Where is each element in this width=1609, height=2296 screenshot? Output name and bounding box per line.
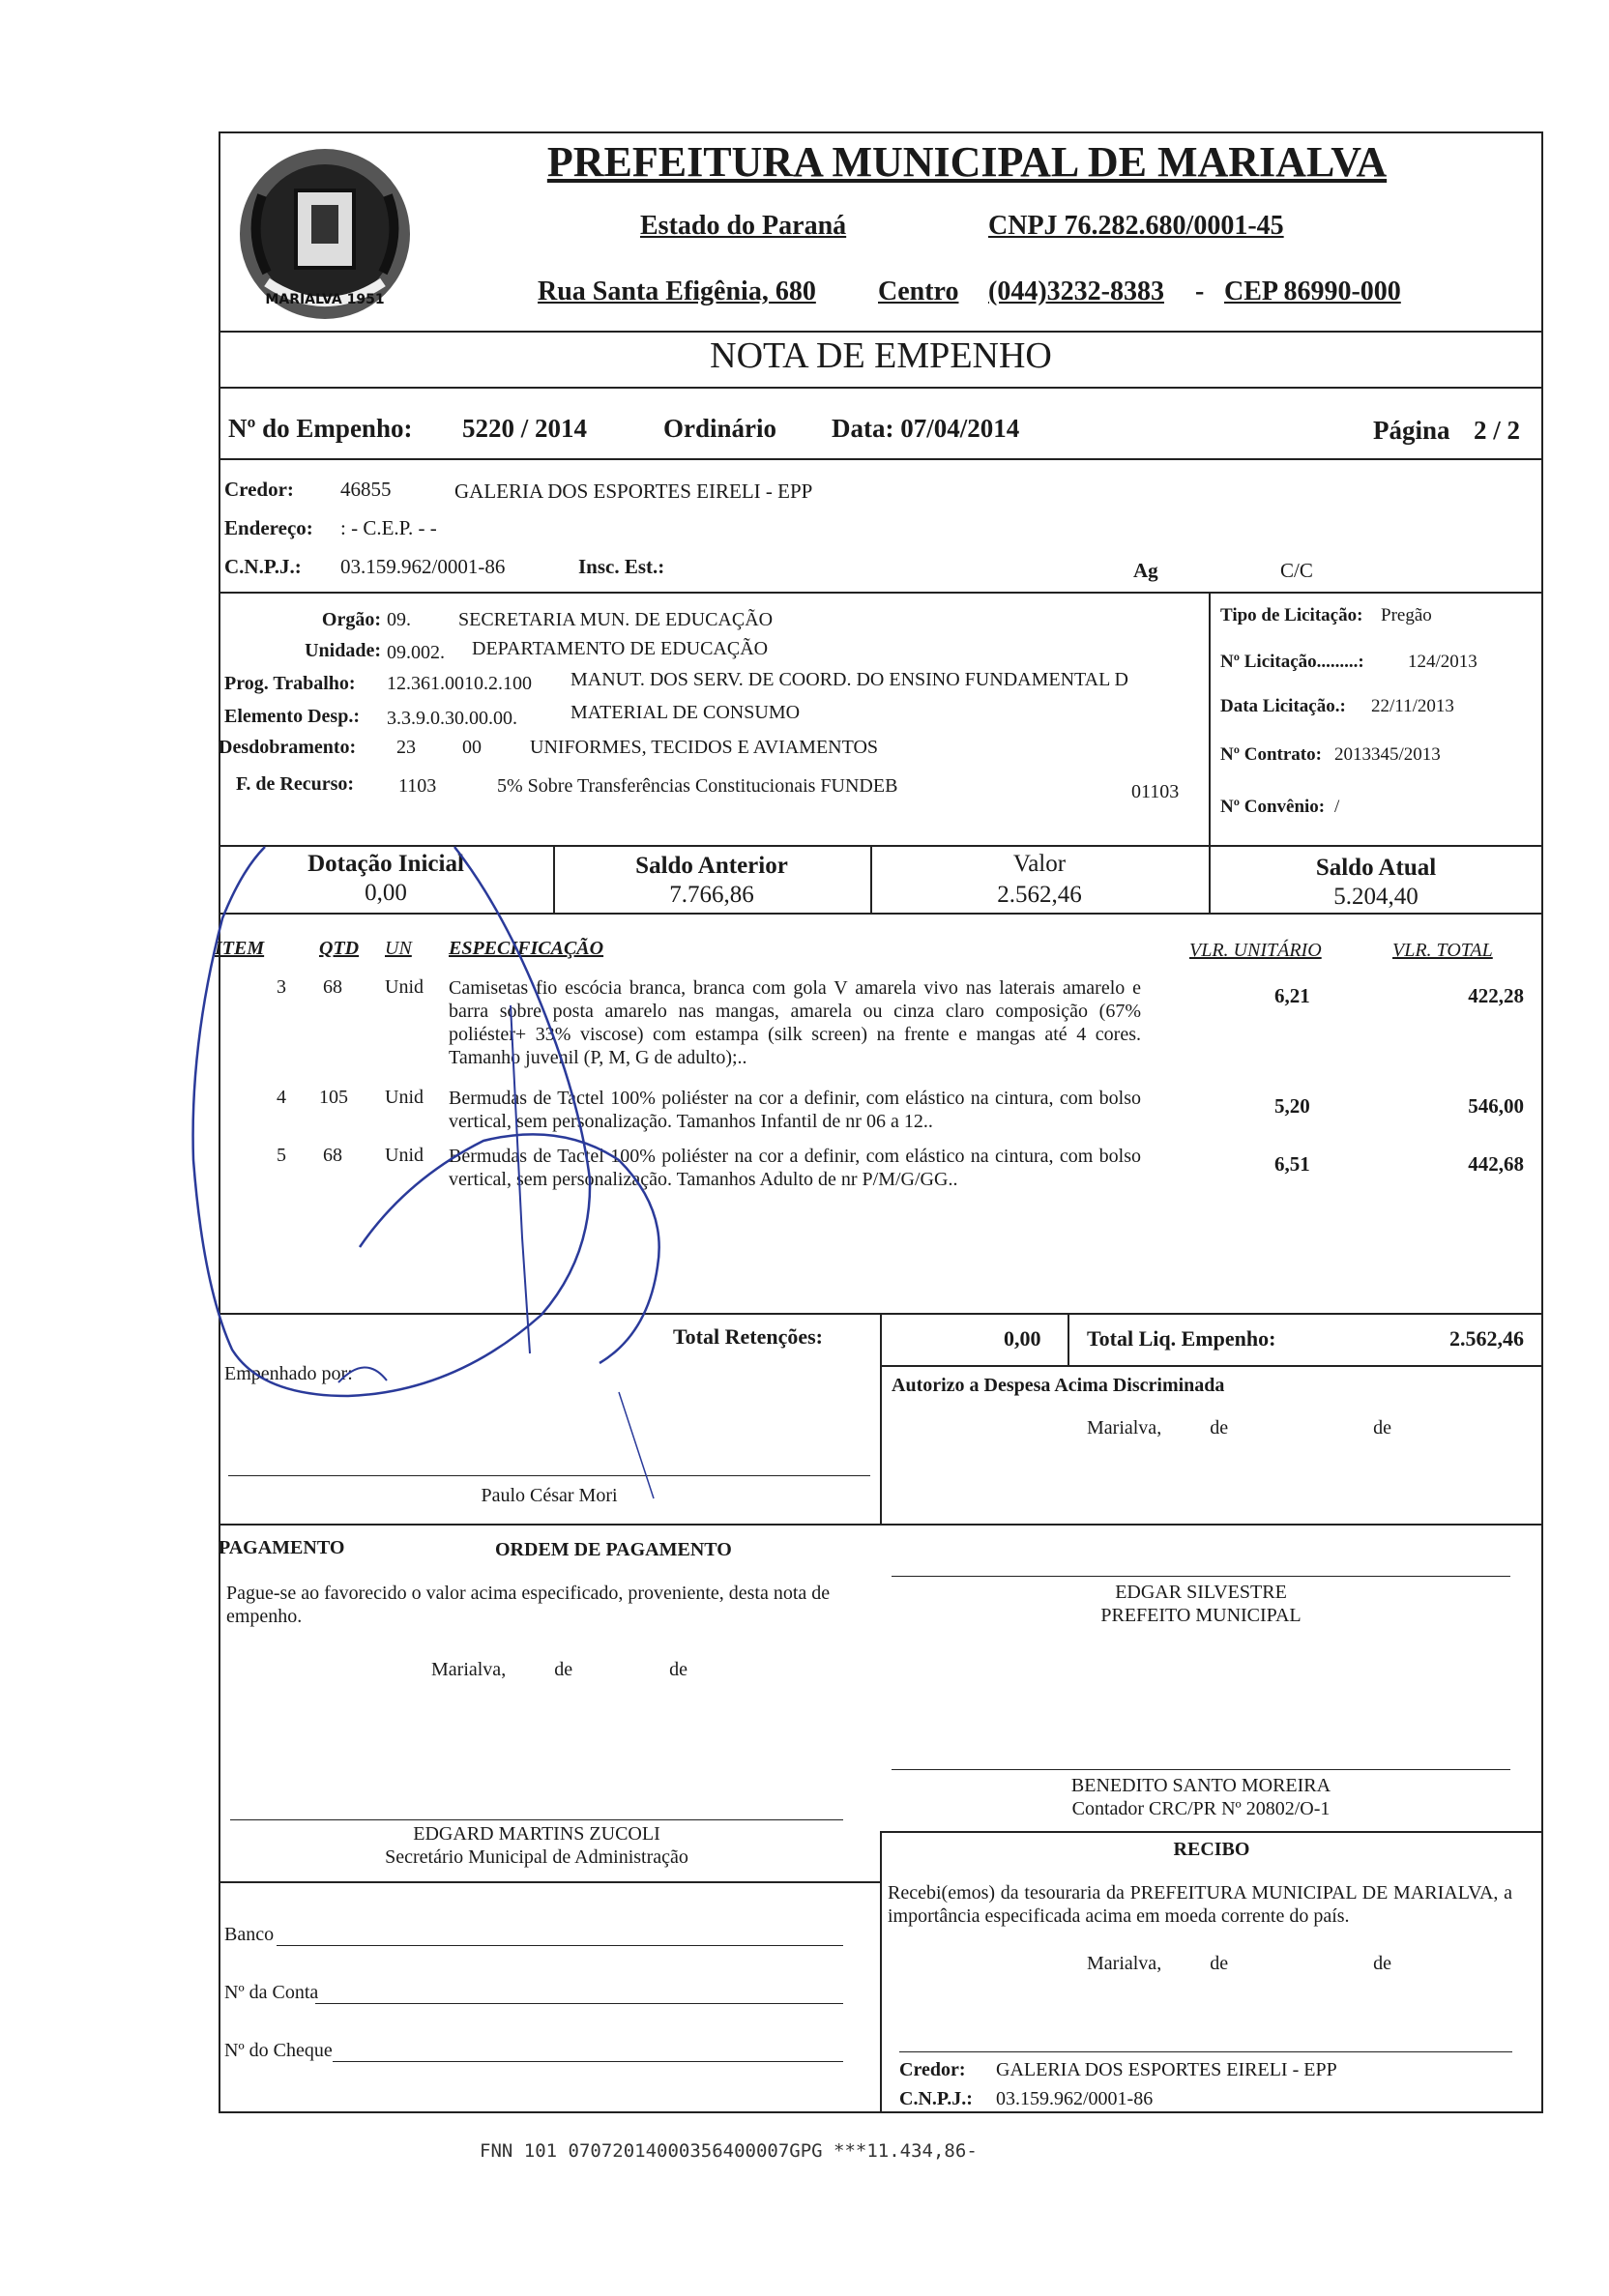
empenho-number: 5220 / 2014: [462, 414, 588, 443]
autorizo-city-date: Marialva, de de: [1087, 1417, 1391, 1439]
valor-value: 2.562,46: [997, 882, 1082, 908]
item-un: Unid: [385, 1145, 424, 1166]
conta-label: Nº da Conta: [224, 1982, 319, 2003]
cheque-line: [333, 2061, 843, 2062]
item-total: 442,68: [1468, 1152, 1524, 1176]
secretario-role: Secretário Municipal de Administração: [385, 1846, 688, 1868]
orgao-code: 09.: [387, 609, 411, 630]
convenio-value: /: [1334, 797, 1340, 817]
footer-code: FNN 101 07072014000356400007GPG ***11.434,86-: [480, 2140, 978, 2162]
page-label: Página: [1373, 416, 1450, 445]
elemento-name: MATERIAL DE CONSUMO: [570, 702, 801, 723]
licitacao-number-label: Nº Licitação.........:: [1220, 652, 1364, 672]
retencoes-value: 0,00: [1004, 1326, 1041, 1351]
banco-label: Banco: [224, 1924, 275, 1945]
empenhado-signature-line: [228, 1475, 870, 1476]
recibo-cnpj-label: C.N.P.J.:: [899, 2088, 973, 2109]
prog-label: Prog. Trabalho:: [224, 673, 356, 694]
header-title: PREFEITURA MUNICIPAL DE MARIALVA: [546, 138, 1388, 186]
header-cep: CEP 86990-000: [1224, 276, 1401, 306]
recurso-name: 5% Sobre Transferências Constitucionais FUNDEB: [497, 775, 898, 797]
credor-label: Credor:: [224, 478, 294, 501]
tipo-licitacao-label: Tipo de Licitação:: [1220, 605, 1363, 625]
desdobramento-name: UNIFORMES, TECIDOS E AVIAMENTOS: [530, 737, 879, 758]
autorizo-text: Autorizo a Despesa Acima Discriminada: [892, 1375, 1225, 1396]
prog-name: MANUT. DOS SERV. DE COORD. DO ENSINO FUNDAMENTAL D: [570, 669, 1129, 690]
item-description: Bermudas de Tactel 100% poliéster na cor a definir, com elástico na cintura, com bolso vertical, sem personalização. Tamanhos Infantil de nr 06 a 12..: [449, 1088, 1141, 1132]
recibo-city-date: Marialva, de de: [1087, 1953, 1391, 1974]
col-spec: ESPECIFICAÇÃO: [449, 938, 604, 959]
item-un: Unid: [385, 1087, 424, 1108]
orgao-name: SECRETARIA MUN. DE EDUCAÇÃO: [458, 609, 774, 630]
unidade-label: Unidade:: [305, 640, 381, 661]
recibo-credor-label: Credor:: [899, 2059, 966, 2080]
header-phone: (044)3232-8383: [988, 276, 1164, 306]
empenho-date: Data: 07/04/2014: [832, 414, 1020, 443]
contador-name: BENEDITO SANTO MOREIRA: [1070, 1775, 1331, 1796]
col-unit-price: VLR. UNITÁRIO: [1189, 940, 1322, 961]
item-qtd: 68: [323, 976, 342, 998]
insc-label: Insc. Est.:: [578, 555, 665, 578]
pagamento-city-date: Marialva, de de: [431, 1659, 687, 1680]
col-qtd: QTD: [319, 938, 360, 959]
cnpj-value: 03.159.962/0001-86: [340, 555, 506, 578]
item-number: 3: [277, 976, 286, 998]
tipo-licitacao-value: Pregão: [1381, 605, 1432, 625]
desdobramento-label: Desdobramento:: [219, 737, 357, 758]
col-item: ITEM: [215, 938, 265, 959]
saldo-atual-value: 5.204,40: [1333, 884, 1419, 910]
secretario-signature-line: [230, 1819, 843, 1820]
unidade-name: DEPARTAMENTO DE EDUCAÇÃO: [472, 638, 769, 659]
page-number: 2 / 2: [1474, 416, 1521, 445]
retencoes-label: Total Retenções:: [673, 1324, 823, 1349]
saldo-anterior-value: 7.766,86: [669, 882, 754, 908]
saldo-anterior-label: Saldo Anterior: [635, 853, 788, 879]
contador-signature-line: [892, 1769, 1510, 1770]
prog-code: 12.361.0010.2.100: [387, 673, 532, 694]
convenio-label: Nº Convênio:: [1220, 797, 1326, 817]
item-unit-price: 6,21: [1274, 984, 1310, 1007]
endereco-value: : - C.E.P. - -: [340, 516, 437, 539]
item-total: 422,28: [1468, 984, 1524, 1007]
recurso-ref: 01103: [1131, 781, 1180, 802]
empenhado-label: Empenhado por:: [224, 1363, 353, 1384]
credor-name: GALERIA DOS ESPORTES EIRELI - EPP: [454, 480, 813, 503]
secretario-name: EDGARD MARTINS ZUCOLI: [413, 1823, 660, 1845]
ag-label: Ag: [1133, 559, 1158, 582]
recurso-code: 1103: [398, 775, 437, 797]
pagamento-text: Pague-se ao favorecido o valor acima especificado, proveniente, desta nota de empenho.: [226, 1583, 831, 1627]
prefeito-role: PREFEITO MUNICIPAL: [1100, 1605, 1302, 1626]
elemento-code: 3.3.9.0.30.00.00.: [387, 708, 517, 729]
header-district: Centro: [878, 276, 959, 306]
cnpj-label: C.N.P.J.:: [224, 555, 302, 578]
header-separator: -: [1195, 276, 1205, 306]
saldo-atual-label: Saldo Atual: [1315, 855, 1437, 881]
header-state: Estado do Paraná: [640, 211, 847, 241]
doc-title: NOTA DE EMPENHO: [710, 335, 1052, 376]
dotacao-label: Dotação Inicial: [307, 851, 464, 877]
data-licitacao-value: 22/11/2013: [1371, 696, 1454, 716]
col-total-price: VLR. TOTAL: [1392, 940, 1493, 961]
item-un: Unid: [385, 976, 424, 998]
ordem-label: ORDEM DE PAGAMENTO: [495, 1539, 732, 1560]
conta-line: [315, 2003, 843, 2004]
item-description: Camisetas fio escócia branca, branca com gola V amarela vivo nas laterais amarelo e barra sobre posta amarelo nas mangas, amarela ou cinza claro composição (67% poliéster+ 33% viscose) com estampa (silk screen) na frente e mangas até 4 cores. Tamanho juvenil (P, M, G de adulto);..: [449, 977, 1141, 1068]
cc-label: C/C: [1280, 559, 1313, 582]
data-licitacao-label: Data Licitação.:: [1220, 696, 1346, 716]
cheque-label: Nº do Cheque: [224, 2040, 333, 2061]
seal-text: MARIALVA 1951: [265, 292, 385, 307]
banco-line: [277, 1945, 843, 1946]
dotacao-value: 0,00: [365, 880, 407, 906]
pagamento-label: PAGAMENTO: [219, 1537, 345, 1558]
col-un: UN: [385, 938, 412, 959]
header-street: Rua Santa Efigênia, 680: [538, 276, 816, 306]
licitacao-number-value: 124/2013: [1408, 652, 1477, 672]
orgao-label: Orgão:: [321, 609, 381, 630]
recibo-cnpj-value: 03.159.962/0001-86: [996, 2088, 1154, 2109]
municipal-seal-icon: [228, 137, 422, 331]
prefeito-name: EDGAR SILVESTRE: [1115, 1582, 1287, 1603]
header-cnpj: CNPJ 76.282.680/0001-45: [988, 211, 1284, 241]
desdobramento-sub: 00: [462, 737, 482, 758]
contrato-value: 2013345/2013: [1334, 744, 1441, 765]
empenho-number-label: Nº do Empenho:: [228, 414, 413, 443]
item-number: 4: [277, 1087, 286, 1108]
prefeito-signature-line: [892, 1576, 1510, 1577]
recibo-title: RECIBO: [1173, 1839, 1250, 1860]
item-total: 546,00: [1468, 1094, 1524, 1118]
endereco-label: Endereço:: [224, 516, 313, 539]
recurso-label: F. de Recurso:: [236, 773, 355, 795]
empenho-type: Ordinário: [663, 414, 777, 443]
empenhado-signer: Paulo César Mori: [481, 1485, 618, 1506]
contrato-label: Nº Contrato:: [1220, 744, 1322, 765]
item-qtd: 105: [319, 1087, 348, 1108]
recibo-text: Recebi(emos) da tesouraria da PREFEITURA MUNICIPAL DE MARIALVA, a importância especificada acima em moeda corrente do país.: [888, 1882, 1512, 1927]
valor-label: Valor: [1012, 851, 1067, 877]
item-number: 5: [277, 1145, 286, 1166]
elemento-label: Elemento Desp.:: [224, 706, 360, 727]
liq-label: Total Liq. Empenho:: [1087, 1326, 1276, 1351]
recibo-credor-value: GALERIA DOS ESPORTES EIRELI - EPP: [996, 2059, 1337, 2080]
desdobramento-code: 23: [396, 737, 416, 758]
item-unit-price: 6,51: [1274, 1152, 1310, 1176]
liq-value: 2.562,46: [1449, 1326, 1524, 1351]
contador-role: Contador CRC/PR Nº 20802/O-1: [1071, 1798, 1331, 1819]
item-unit-price: 5,20: [1274, 1094, 1310, 1118]
credor-code: 46855: [340, 478, 392, 501]
item-description: Bermudas de Tactel 100% poliéster na cor a definir, com elástico na cintura, com bolso vertical, sem personalização. Tamanhos Adulto de nr P/M/G/GG..: [449, 1146, 1141, 1190]
unidade-code: 09.002.: [387, 642, 445, 663]
recibo-signature-line: [899, 2051, 1512, 2052]
item-qtd: 68: [323, 1145, 342, 1166]
